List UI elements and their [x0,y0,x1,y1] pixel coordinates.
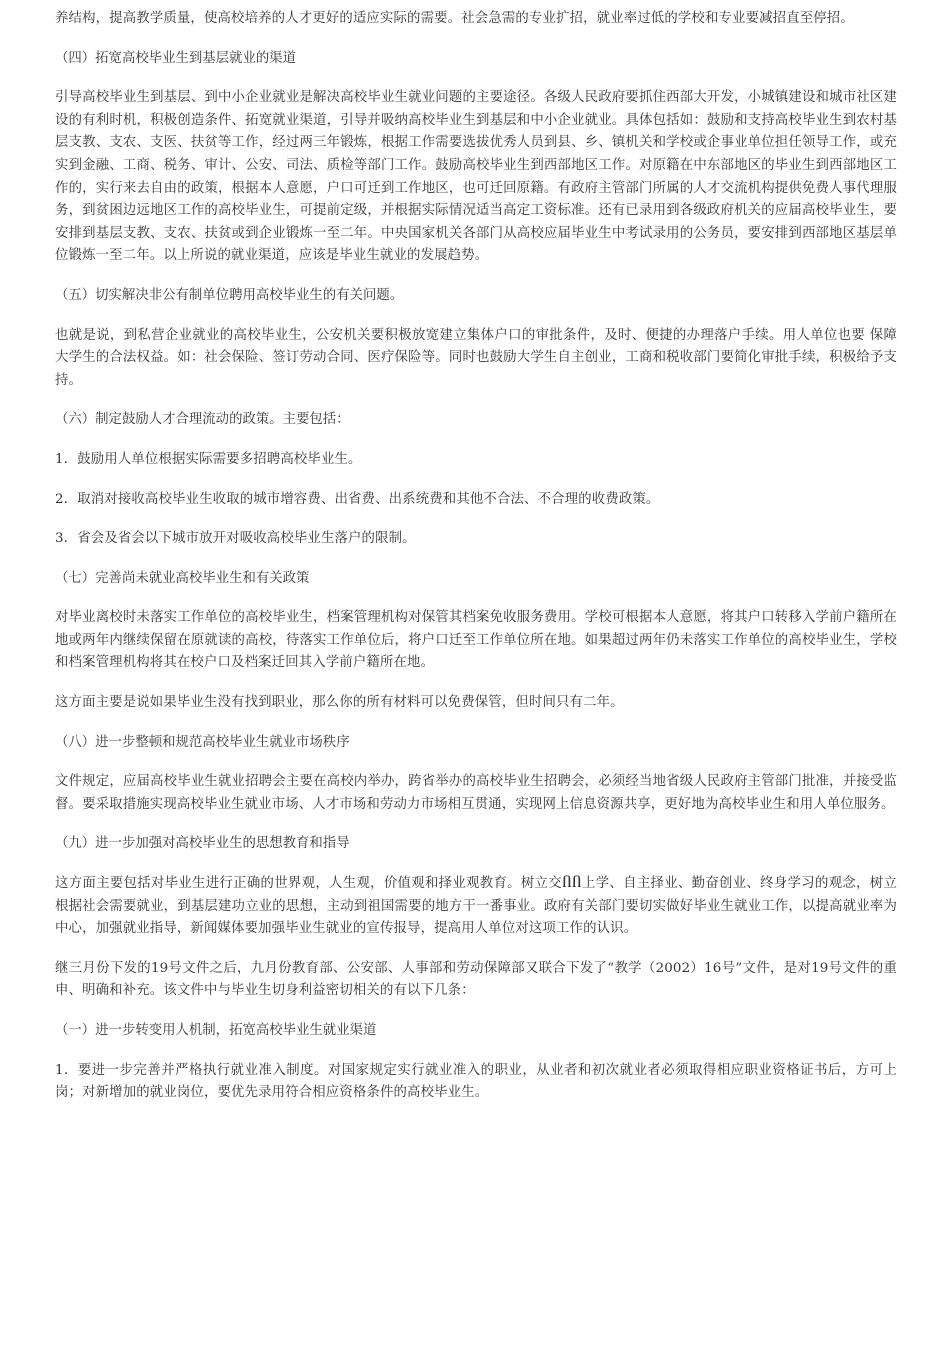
section-heading-4: （四）拓宽高校毕业生到基层就业的渠道 [55,50,297,66]
paragraph-job-market: 文件规定，应届高校毕业生就业招聘会主要在高校内举办，跨省举办的高校毕业生招聘会，必须经当地省级人民政府主管部门批准，并接受监督。要采取措施实现高校毕业生就业市场、人才市场和劳动力市场相互贯通，实现网上信息资源共享，更好地为高校毕业生和用人单位服务。 [55,774,897,812]
paragraph-ideological-education: 这方面主要包括对毕业生进行正确的世界观，人生观，价值观和择业观教育。树立交ႶႶ上学、自主择业、勤奋创业、终身学习的观念，树立根据社会需要就业，到基层建功立业的思想，主动到祖国需要的地方干一番事业。政府有关部门要切实做好毕业生就业工作，以提高就业率为中心，加强就业指导，新闻媒体要加强毕业生就业的宣传报导，提高用人单位对这项工作的认识。 [55,876,897,937]
list-item-3: 3．省会及省会以下城市放开对吸收高校毕业生落户的限制。 [55,531,416,547]
list-item-2: 2．取消对接收高校毕业生收取的城市增容费、出省费、出系统费和其他不合法、不合理的收费政策。 [55,491,660,507]
document-page [55,8,897,1122]
section-heading-1: （一）进一步转变用人机制，拓宽高校毕业生就业渠道 [55,1023,377,1038]
section-heading-7: （七）完善尚未就业高校毕业生和有关政策 [55,570,310,586]
paragraph-document-16: 继三月份下发的19号文件之后，九月份教育部、公安部、人事部和劳动保障部又联合下发了“教学（2002）16号”文件，是对19号文件的重申、明确和补充。该文件中与毕业生切身利益密切相关的有以下几条： [55,960,897,999]
section-heading-6: （六）制定鼓励人才合理流动的政策。主要包括： [55,412,350,428]
paragraph-grassroots-employment: 引导高校毕业生到基层、到中小企业就业是解决高校毕业生就业问题的主要途径。各级人民政府要抓住西部大开发，小城镇建设和城市社区建设的有利时机，积极创造条件、拓宽就业渠道，引导并吸纳高校毕业生到基层和中小企业就业。具体包括如：鼓励和支持高校毕业生到农村基层支教、支农、支医、扶贫等工作，经过两三年锻炼，根据工作需要选拔优秀人员到县、乡、镇机关和学校或企事业单位担任领导工作，或充实到金融、工商、税务、审计、公安、司法、质检等部门工作。鼓励高校毕业生到西部地区工作。对原籍在中东部地区的毕业生到西部地区工作的，实行来去自由的政策，根据本人意愿，户口可迁到工作地区，也可迁回原籍。有政府主管部门所属的人才交流机构提供免费人事代理服务，到贫困边远地区工作的高校毕业生，可提前定级，并根据实际情况适当高定工资标准。还有已录用到各级政府机关的应届高校毕业生，要安排到基层支教、支农、扶贫或到企业锻炼一至二年。中央国家机关各部门从高校应届毕业生中考试录用的公务员，要安排到西部地区基层单位锻炼一至二年。以上所说的就业渠道，应该是毕业生就业的发展趋势。 [55,90,897,264]
list-item-1: 1．鼓励用人单位根据实际需要多招聘高校毕业生。 [55,451,362,467]
paragraph-unemployed-graduates: 对毕业离校时未落实工作单位的高校毕业生，档案管理机构对保管其档案免收服务费用。学校可根据本人意愿，将其户口转移入学前户籍所在地或两年内继续保留在原就读的高校，待落实工作单位后，将户口迁至工作单位所在地。如果超过两年仍未落实工作单位的高校毕业生，学校和档案管理机构将其在校户口及档案迁回其入学前户籍所在地。 [55,610,897,671]
paragraph-free-storage: 这方面主要是说如果毕业生没有找到职业，那么你的所有材料可以免费保管，但时间只有二年。 [55,695,624,711]
section-heading-5: （五）切实解决非公有制单位聘用高校毕业生的有关问题。 [55,287,404,303]
paragraph-private-enterprise: 也就是说，到私营企业就业的高校毕业生，公安机关要积极放宽建立集体户口的审批条件，及时、便捷的办理落户手续。用人单位也要 保障大学生的合法权益。如：社会保险、签订劳动合同、医疗保险等。同时也鼓励大学生自主创业，工商和税收部门要简化审批手续，积极给予支持。 [55,327,897,388]
paragraph-continuation: 养结构，提高教学质量，使高校培养的人才更好的适应实际的需要。社会急需的专业扩招，就业率过低的学校和专业要减招直至停招。 [55,11,854,26]
list-item-access-system: 1．要进一步完善并严格执行就业准入制度。对国家规定实行就业准入的职业，从业者和初次就业者必须取得相应职业资格证书后，方可上岗；对新增加的就业岗位，要优先录用符合相应资格条件的高校毕业生。 [55,1062,897,1101]
section-heading-8: （八）进一步整顿和规范高校毕业生就业市场秩序 [55,734,350,750]
section-heading-9: （九）进一步加强对高校毕业生的思想教育和指导 [55,836,350,852]
